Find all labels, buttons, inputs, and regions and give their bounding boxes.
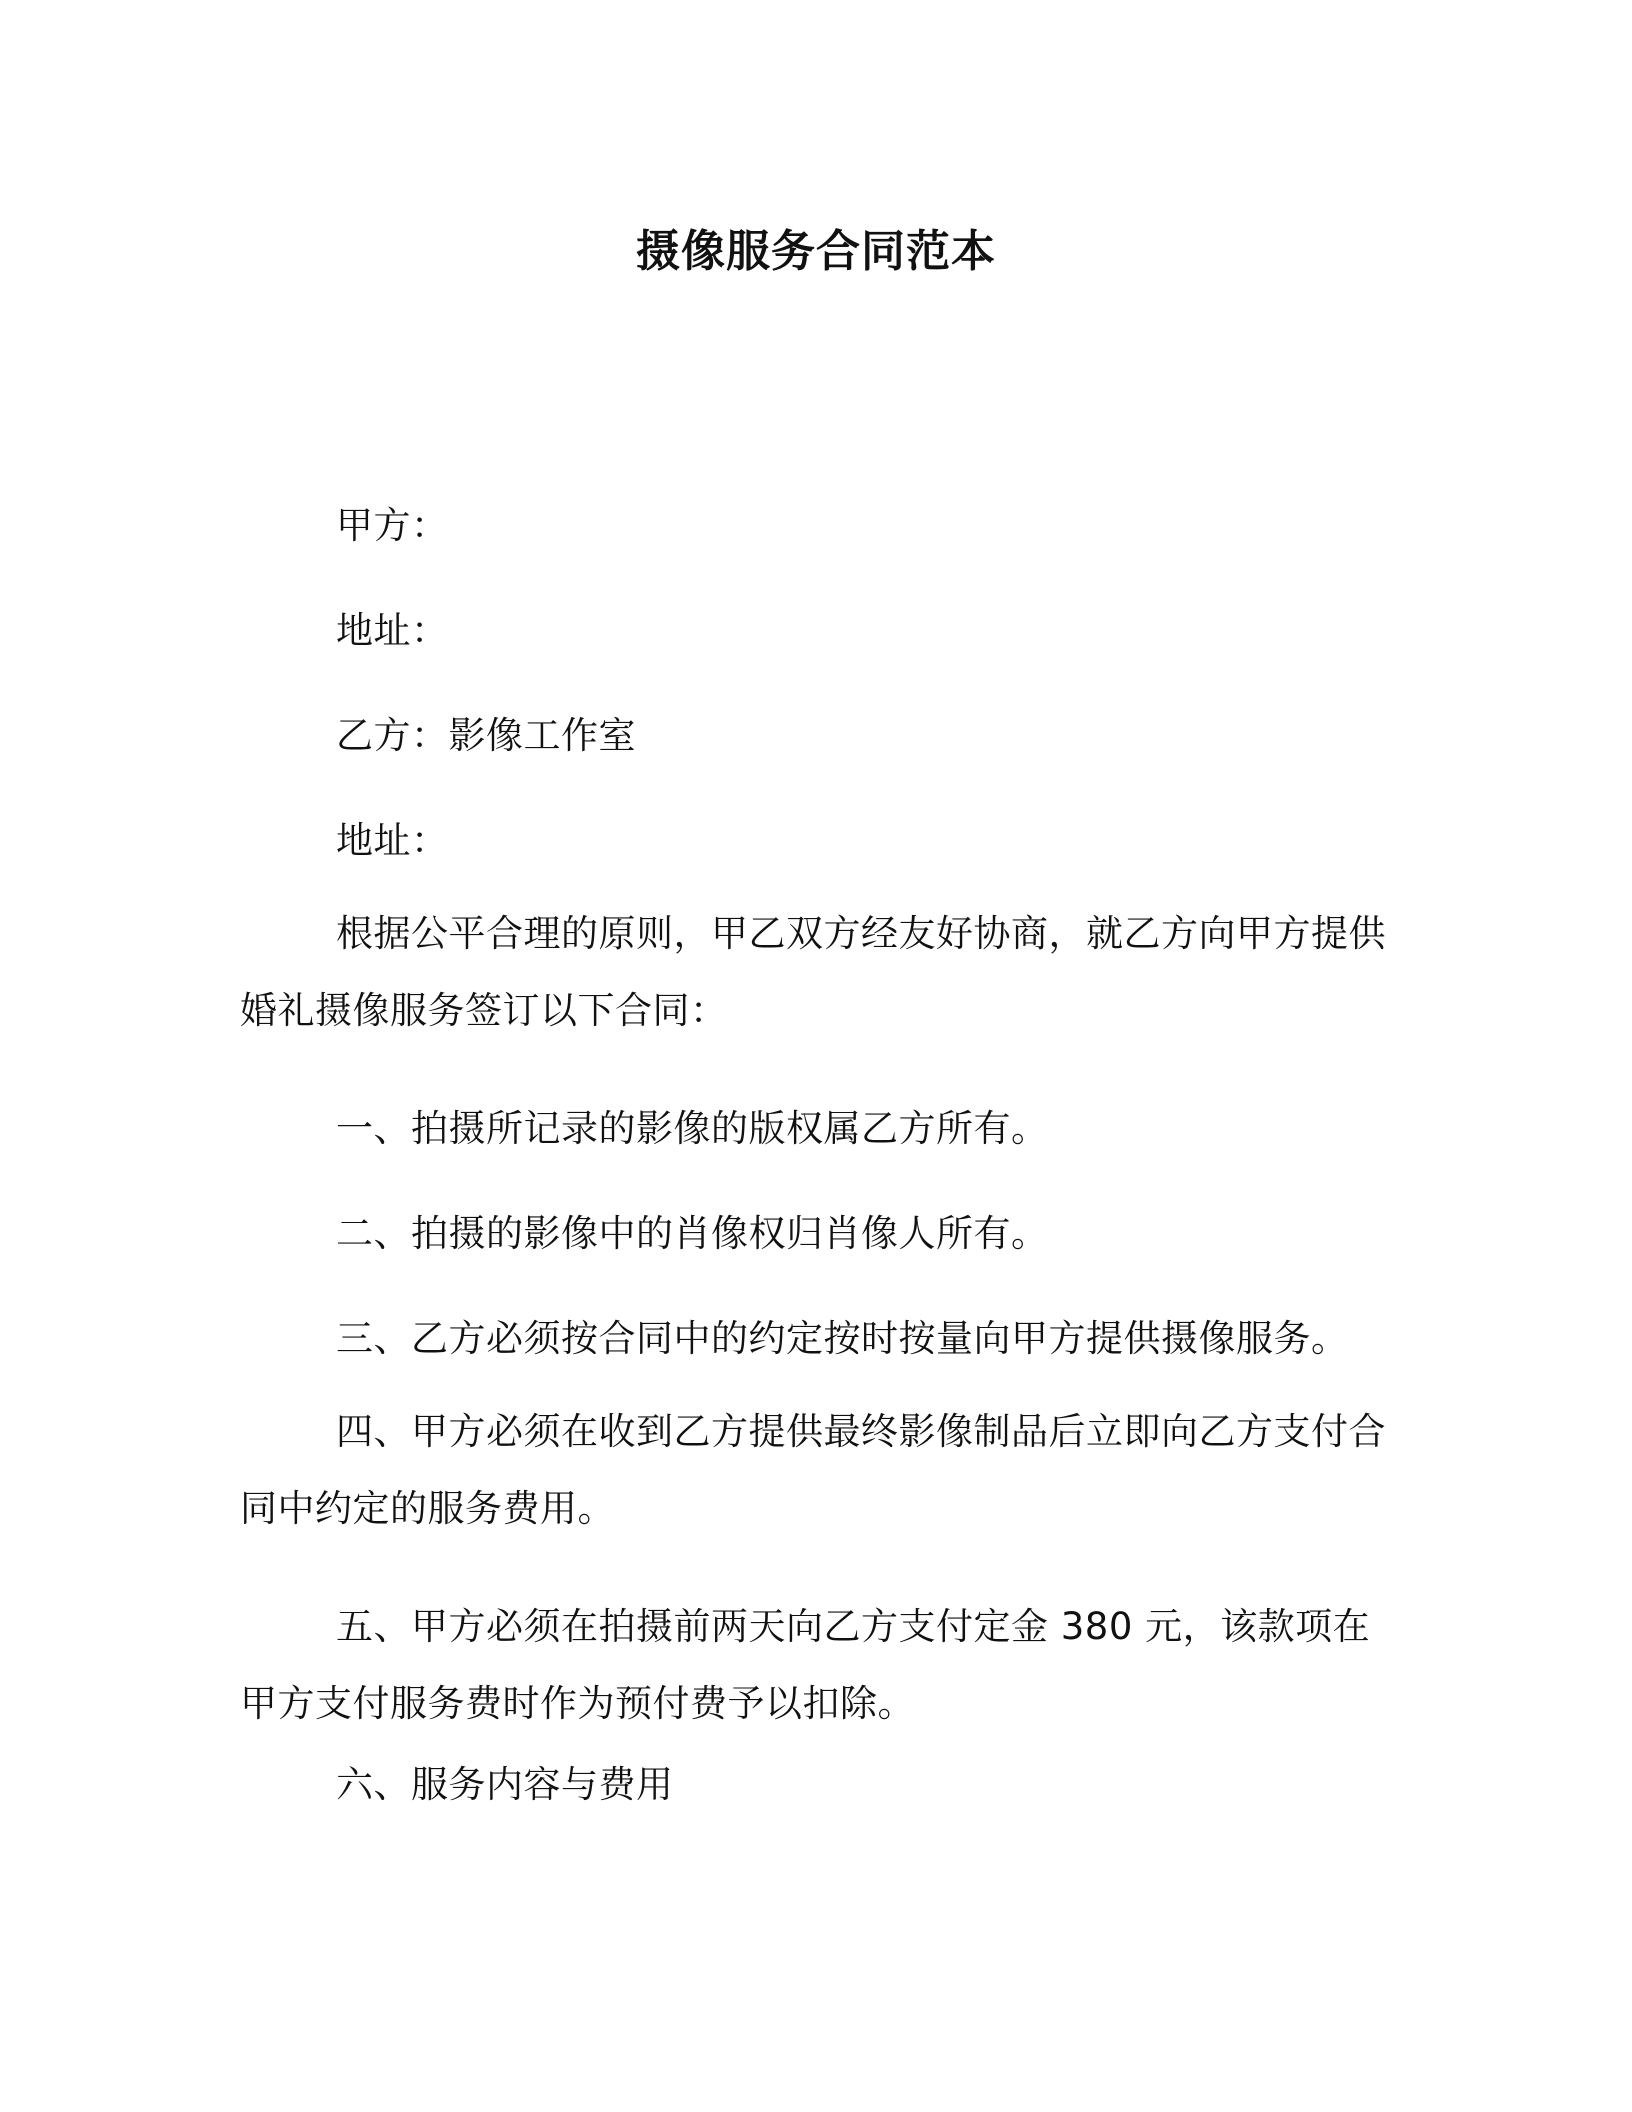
clause-4: 四、甲方必须在收到乙方提供最终影像制品后立即向乙方支付合同中约定的服务费用。 <box>240 1410 1386 1530</box>
address-b-line <box>240 802 1390 879</box>
document-title: 摄像服务合同范本 <box>636 226 996 277</box>
clause-1: 一、拍摄所记录的影像的版权属乙方所有。 <box>336 1107 1049 1150</box>
party-b-value: 影像工作室 <box>448 714 636 757</box>
party-a-line <box>240 487 1390 564</box>
party-b-line <box>240 697 1390 774</box>
address-b-label: 地址： <box>336 819 449 862</box>
clause-2: 二、拍摄的影像中的肖像权归肖像人所有。 <box>336 1212 1049 1255</box>
clause-3: 三、乙方必须按合同中的约定按时按量向甲方提供摄像服务。 <box>336 1317 1349 1360</box>
address-a-label: 地址： <box>336 609 449 652</box>
clause-6: 六、服务内容与费用 <box>336 1763 674 1806</box>
party-b-label: 乙方： <box>336 714 449 757</box>
clause-5: 五、甲方必须在拍摄前两天向乙方支付定金 380 元，该款项在甲方支付服务费时作为预付费予以扣除。 <box>240 1605 1371 1725</box>
address-a-line <box>240 592 1390 669</box>
intro-paragraph: 根据公平合理的原则，甲乙双方经友好协商，就乙方向甲方提供婚礼摄像服务签订以下合同： <box>240 912 1386 1032</box>
party-a-label: 甲方： <box>336 504 449 547</box>
